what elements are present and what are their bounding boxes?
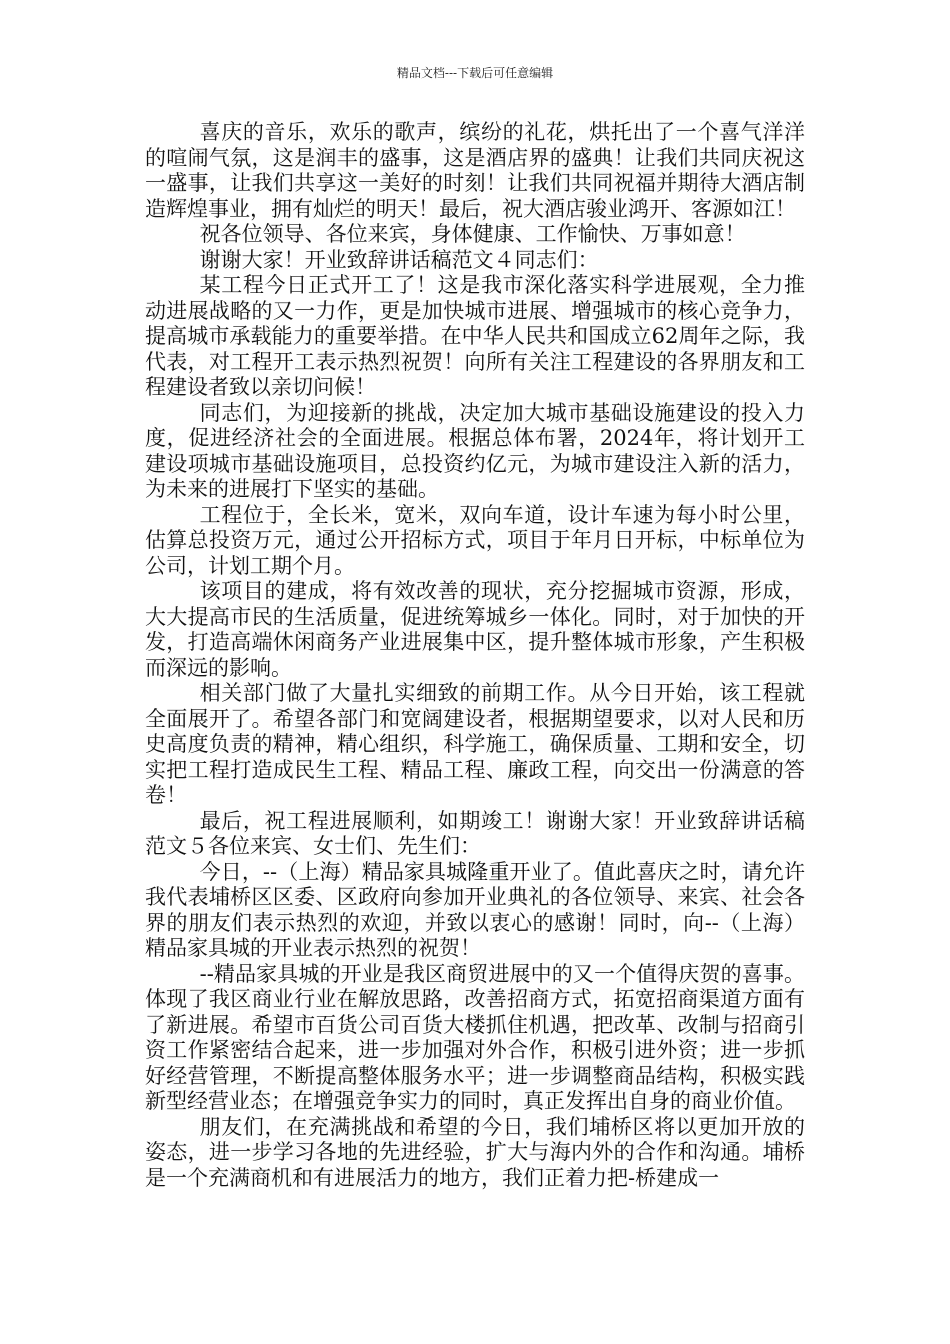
paragraph-9: 最后，祝工程进展顺利，如期竣工！谢谢大家！开业致辞讲话稿范文５各位来宾、女士们、先生们： <box>145 808 805 858</box>
paragraph-5: 同志们，为迎接新的挑战，决定加大城市基础设施建设的投入力度，促进经济社会的全面进展。根据总体布署，2024年，将计划开工建设项城市基础设施项目，总投资约亿元，为城市建设注入新的活力，为未来的进展打下坚实的基础。 <box>145 400 805 501</box>
paragraph-6: 工程位于，全长米，宽米，双向车道，设计车速为每小时公里，估算总投资万元，通过公开招标方式，项目于年月日开标，中标单位为公司，计划工期个月。 <box>145 502 805 578</box>
paragraph-4: 某工程今日正式开工了！这是我市深化落实科学进展观，全力推动进展战略的又一力作，更是加快城市进展、增强城市的核心竞争力，提高城市承载能力的重要举措。在中华人民共和国成立62周年之际，我代表，对工程开工表示热烈祝贺！向所有关注工程建设的各界朋友和工程建设者致以亲切问候！ <box>145 273 805 399</box>
paragraph-3: 谢谢大家！开业致辞讲话稿范文４同志们： <box>199 247 599 272</box>
paragraph-1: 喜庆的音乐，欢乐的歌声，缤纷的礼花，烘托出了一个喜气洋洋的喧闹气氛，这是润丰的盛事，这是酒店界的盛典！让我们共同庆祝这一盛事，让我们共享这一美好的时刻！让我们共同祝福并期待大酒店制造辉煌事业，拥有灿烂的明天！最后，祝大酒店骏业鸿开、客源如江！ <box>145 120 805 221</box>
paragraph-11: --精品家具城的开业是我区商贸进展中的又一个值得庆贺的喜事。体现了我区商业行业在解放思路，改善招商方式，拓宽招商渠道方面有了新进展。希望市百货公司百货大楼抓住机遇，把改革、改制与招商引资工作紧密结合起来，进一步加强对外合作，积极引进外资；进一步抓好经营管理，不断提高整体服务水平；进一步调整商品结构，积极实践新型经营业态；在增强竞争实力的同时，真正发挥出自身的商业价值。 <box>145 961 805 1113</box>
document-body <box>145 120 805 1191</box>
paragraph-10: 今日，--（上海）精品家具城隆重开业了。值此喜庆之时，请允许我代表埔桥区区委、区政府向参加开业典礼的各位领导、来宾、社会各界的朋友们表示热烈的欢迎，并致以衷心的感谢！同时，向--（上海）精品家具城的开业表示热烈的祝贺！ <box>145 859 805 960</box>
paragraph-2: 祝各位领导、各位来宾，身体健康、工作愉快、万事如意！ <box>199 222 746 246</box>
paragraph-8: 相关部门做了大量扎实细致的前期工作。从今日开始，该工程就全面展开了。希望各部门和宽阔建设者，根据期望要求，以对人民和历史高度负责的精神，精心组织，科学施工，确保质量、工期和安全，切实把工程打造成民生工程、精品工程、廉政工程，向交出一份满意的答卷！ <box>145 681 805 807</box>
page-header: 精品文档---下载后可任意编辑 <box>396 66 554 80</box>
paragraph-7: 该项目的建成，将有效改善的现状，充分挖掘城市资源，形成，大大提高市民的生活质量，促进统筹城乡一体化。同时，对于加快的开发，打造高端休闲商务产业进展集中区，提升整体城市形象，产生积极而深远的影响。 <box>145 579 805 680</box>
paragraph-12: 朋友们，在充满挑战和希望的今日，我们埔桥区将以更加开放的姿态，进一步学习各地的先进经验，扩大与海内外的合作和沟通。埔桥是一个充满商机和有进展活力的地方，我们正着力把-桥建成一 <box>145 1114 805 1190</box>
